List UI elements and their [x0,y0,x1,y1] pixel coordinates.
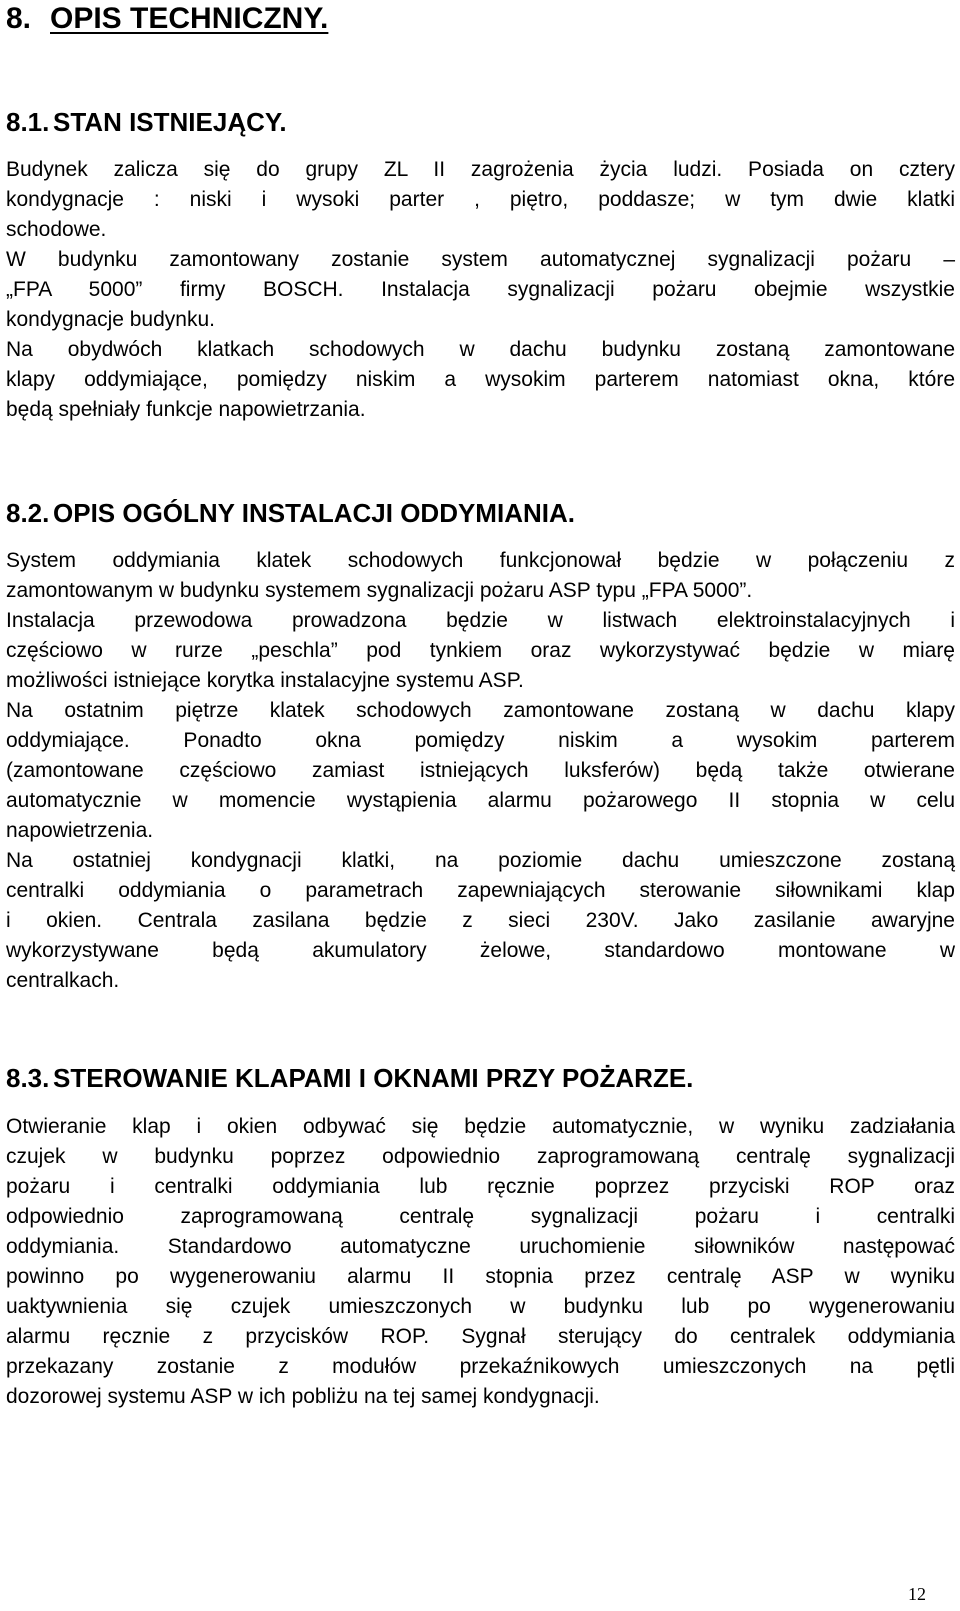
text-line: częściowo w rurze „peschla” pod tynkiem oraz wykorzystywać będzie w miarę [6,639,955,662]
text-line: wykorzystywane będą akumulatory żelowe, standardowo montowane w [6,939,955,962]
text-line: przekazany zostanie z modułów przekaźnikowych umieszczonych na pętli [6,1355,955,1378]
text-line: będą spełniały funkcje napowietrzania. [6,398,366,421]
text-line: oddymiania. Standardowo automatyczne uruchomienie siłowników następować [6,1235,955,1258]
text-line: alarmu ręcznie z przycisków ROP. Sygnał sterujący do centralek oddymiania [6,1325,955,1348]
section-number: 8.3. [6,1063,50,1093]
text-line: czujek w budynku poprzez odpowiednio zaprogramowaną centralę sygnalizacji [6,1145,955,1168]
text-line: klapy oddymiające, pomiędzy niskim a wysokim parterem natomiast okna, które [6,368,955,391]
paragraph-sterowanie [6,1112,955,1412]
text-line: zamontowanym w budynku systemem sygnalizacji pożaru ASP typu „FPA 5000”. [6,579,753,602]
text-line: centralkach. [6,969,120,992]
text-line: możliwości istniejące korytka instalacyjne systemu ASP. [6,669,524,692]
text-line: Instalacja przewodowa prowadzona będzie w listwach elektroinstalacyjnych i [6,609,955,632]
text-line: Na ostatniej kondygnacji klatki, na poziomie dachu umieszczone zostaną [6,849,955,872]
paragraph-opis-ogolny [6,546,955,996]
section-heading-8-3 [6,1062,693,1094]
section-heading-8-1 [6,106,287,138]
chapter-heading [6,0,328,38]
text-line: Budynek zalicza się do grupy ZL II zagrożenia życia ludzi. Posiada on cztery [6,158,955,181]
chapter-number: 8. [6,2,32,35]
text-line: kondygnacje budynku. [6,308,215,331]
section-heading-8-2 [6,497,575,529]
text-line: automatycznie w momencie wystąpienia alarmu pożarowego II stopnia w celu [6,789,955,812]
text-line: dozorowej systemu ASP w ich pobliżu na tej samej kondygnacji. [6,1385,600,1408]
section-title: OPIS OGÓLNY INSTALACJI ODDYMIANIA. [53,498,575,528]
text-line: i okien. Centrala zasilana będzie z sieci 230V. Jako zasilanie awaryjne [6,909,955,932]
section-number: 8.1. [6,107,50,137]
text-line: schodowe. [6,218,107,241]
text-line: powinno po wygenerowaniu alarmu II stopnia przez centralę ASP w wyniku [6,1265,955,1288]
text-line: odpowiednio zaprogramowaną centralę sygnalizacji pożaru i centralki [6,1205,955,1228]
page-number: 12 [908,1584,926,1604]
text-line: kondygnacje : niski i wysoki parter , piętro, poddasze; w tym dwie klatki [6,188,955,211]
text-line: System oddymiania klatek schodowych funkcjonował będzie w połączeniu z [6,549,955,572]
text-line: „FPA 5000” firmy BOSCH. Instalacja sygnalizacji pożaru obejmie wszystkie [6,278,955,301]
section-number: 8.2. [6,498,50,528]
text-line: napowietrzenia. [6,819,154,842]
text-line: Otwieranie klap i okien odbywać się będzie automatycznie, w wyniku zadziałania [6,1115,955,1138]
text-line: Na ostatnim piętrze klatek schodowych zamontowane zostaną w dachu klapy [6,699,955,722]
text-line: pożaru i centralki oddymiania lub ręcznie poprzez przyciski ROP oraz [6,1175,955,1198]
paragraph-stan-istniejacy [6,155,955,425]
text-line: oddymiające. Ponadto okna pomiędzy niskim a wysokim parterem [6,729,955,752]
chapter-title: OPIS TECHNICZNY. [50,2,329,35]
text-line: Na obydwóch klatkach schodowych w dachu budynku zostaną zamontowane [6,338,955,361]
section-title: STEROWANIE KLAPAMI I OKNAMI PRZY POŻARZE. [53,1063,694,1093]
section-title: STAN ISTNIEJĄCY. [53,107,287,137]
text-line: uaktywnienia się czujek umieszczonych w budynku lub po wygenerowaniu [6,1295,955,1318]
text-line: (zamontowane częściowo zamiast istniejących luksferów) będą także otwierane [6,759,955,782]
text-line: W budynku zamontowany zostanie system automatycznej sygnalizacji pożaru – [6,248,955,271]
text-line: centralki oddymiania o parametrach zapewniających sterowanie siłownikami klap [6,879,955,902]
